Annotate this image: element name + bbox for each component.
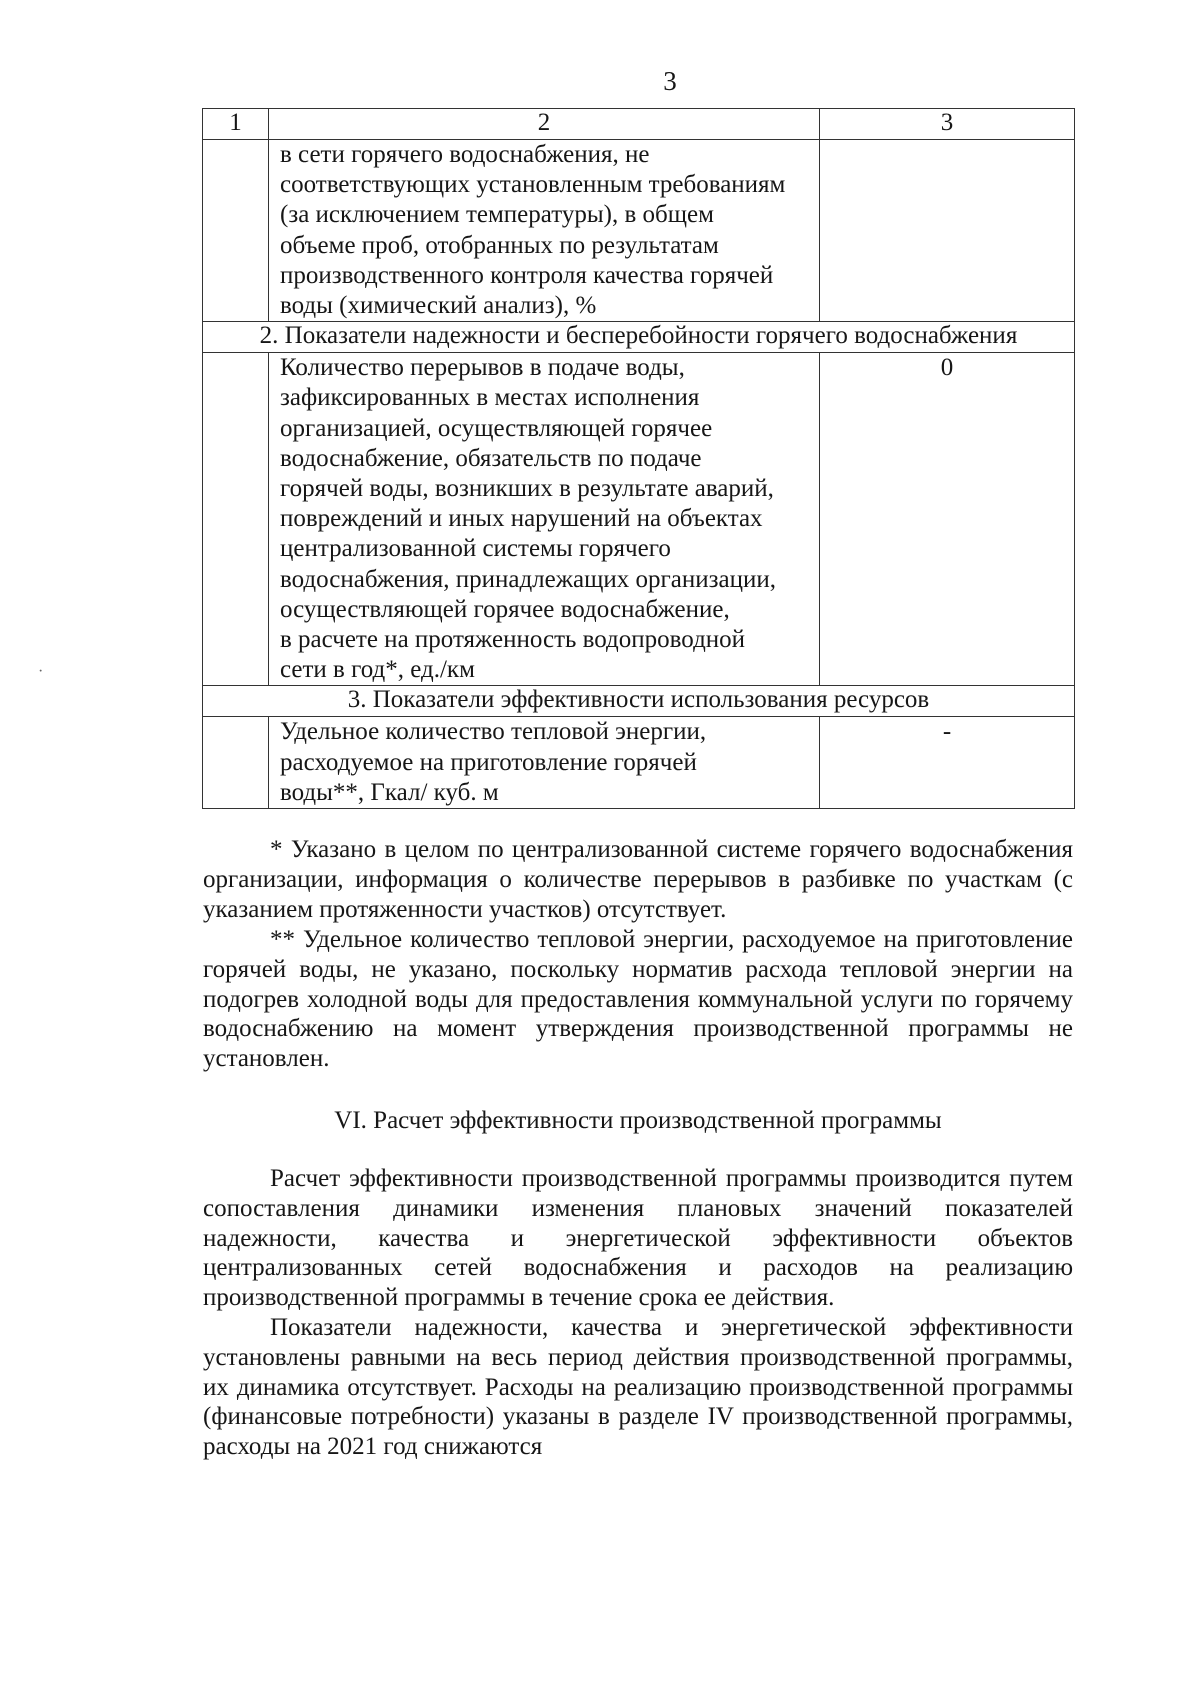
indicator-value: -	[820, 717, 1075, 809]
text-line: централизованной системы горячего	[280, 535, 671, 563]
section-row	[203, 322, 1075, 353]
section-heading: VI. Расчет эффективности производственной программы	[334, 1107, 942, 1134]
text-line: сети в год*, ед./км	[280, 656, 475, 684]
footnote-1: * Указано в целом по централизованной системе горячего водоснабжения организации, информация о количестве перерывов в разбивке по участкам (с указанием протяженности участков) отсутствует.	[203, 836, 1073, 923]
page-number: 3	[663, 66, 677, 96]
indicator-value	[820, 140, 1075, 322]
text-line: воды**, Гкал/ куб. м	[280, 778, 499, 806]
text-line: в сети горячего водоснабжения, не	[280, 141, 650, 168]
table-row	[203, 717, 1075, 809]
table-row	[203, 353, 1075, 686]
body-paragraph-2: Показатели надежности, качества и энергетической эффективности установлены равными на весь период действия производственной программы, их динамика отсутствует. Расходы на реализацию производственной программы (финансовые потребности) указаны в разделе IV производственной программы, расходы на 2021 год снижаются	[203, 1314, 1073, 1461]
section-title: 3. Показатели эффективности использования ресурсов	[203, 686, 1075, 717]
table-row	[203, 140, 1075, 322]
text-line: воды (химический анализ), %	[280, 292, 597, 320]
indicator-value: 0	[820, 353, 1075, 686]
column-header-1: 1	[203, 109, 269, 140]
indicators-table	[202, 108, 1075, 809]
row-number-cell	[203, 717, 269, 809]
text-line: водоснабжение, обязательств по подаче	[280, 444, 702, 472]
text-line: Удельное количество тепловой энергии,	[280, 718, 707, 746]
text-line: объеме проб, отобранных по результатам	[280, 231, 719, 259]
column-header-2: 2	[269, 109, 820, 140]
text-line: (за исключением температуры), в общем	[280, 201, 714, 229]
text-line: осуществляющей горячее водоснабжение,	[280, 595, 730, 623]
indicator-description	[269, 717, 820, 809]
text-line: организацией, осуществляющей горячее	[280, 414, 713, 442]
indicator-description	[269, 353, 820, 686]
body-paragraph-1: Расчет эффективности производственной программы производится путем сопоставления динамики изменения плановых значений показателей надежности, качества и энергетической эффективности объектов централизованных сетей водоснабжения и расходов на реализацию производственной программы в течение срока ее действия.	[203, 1165, 1073, 1312]
text-line: в расчете на протяженность водопроводной	[280, 626, 746, 654]
row-number-cell	[203, 140, 269, 322]
text-line: водоснабжения, принадлежащих организации,	[280, 565, 776, 593]
section-row	[203, 686, 1075, 717]
text-line: зафиксированных в местах исполнения	[280, 384, 700, 412]
table-header-row	[203, 109, 1075, 140]
indicator-description	[269, 140, 820, 322]
text-line: расходуемое на приготовление горячей	[280, 748, 697, 776]
footnote-2: ** Удельное количество тепловой энергии, расходуемое на приготовление горячей воды, не указано, поскольку норматив расхода тепловой энергии на подогрев холодной воды для предоставления коммунальной услуги по горячему водоснабжению на момент утверждения производственной программы не установлен.	[203, 926, 1073, 1073]
text-line: повреждений и иных нарушений на объектах	[280, 505, 763, 533]
row-number-cell	[203, 353, 269, 686]
column-header-3: 3	[820, 109, 1075, 140]
text-line: соответствующих установленным требованиям	[280, 171, 786, 199]
section-title: 2. Показатели надежности и бесперебойности горячего водоснабжения	[203, 322, 1075, 353]
scan-speck: ·	[38, 663, 44, 680]
text-line: производственного контроля качества горячей	[280, 261, 774, 289]
text-line: горячей воды, возникших в результате аварий,	[280, 475, 774, 503]
text-line: Количество перерывов в подаче воды,	[280, 354, 685, 382]
